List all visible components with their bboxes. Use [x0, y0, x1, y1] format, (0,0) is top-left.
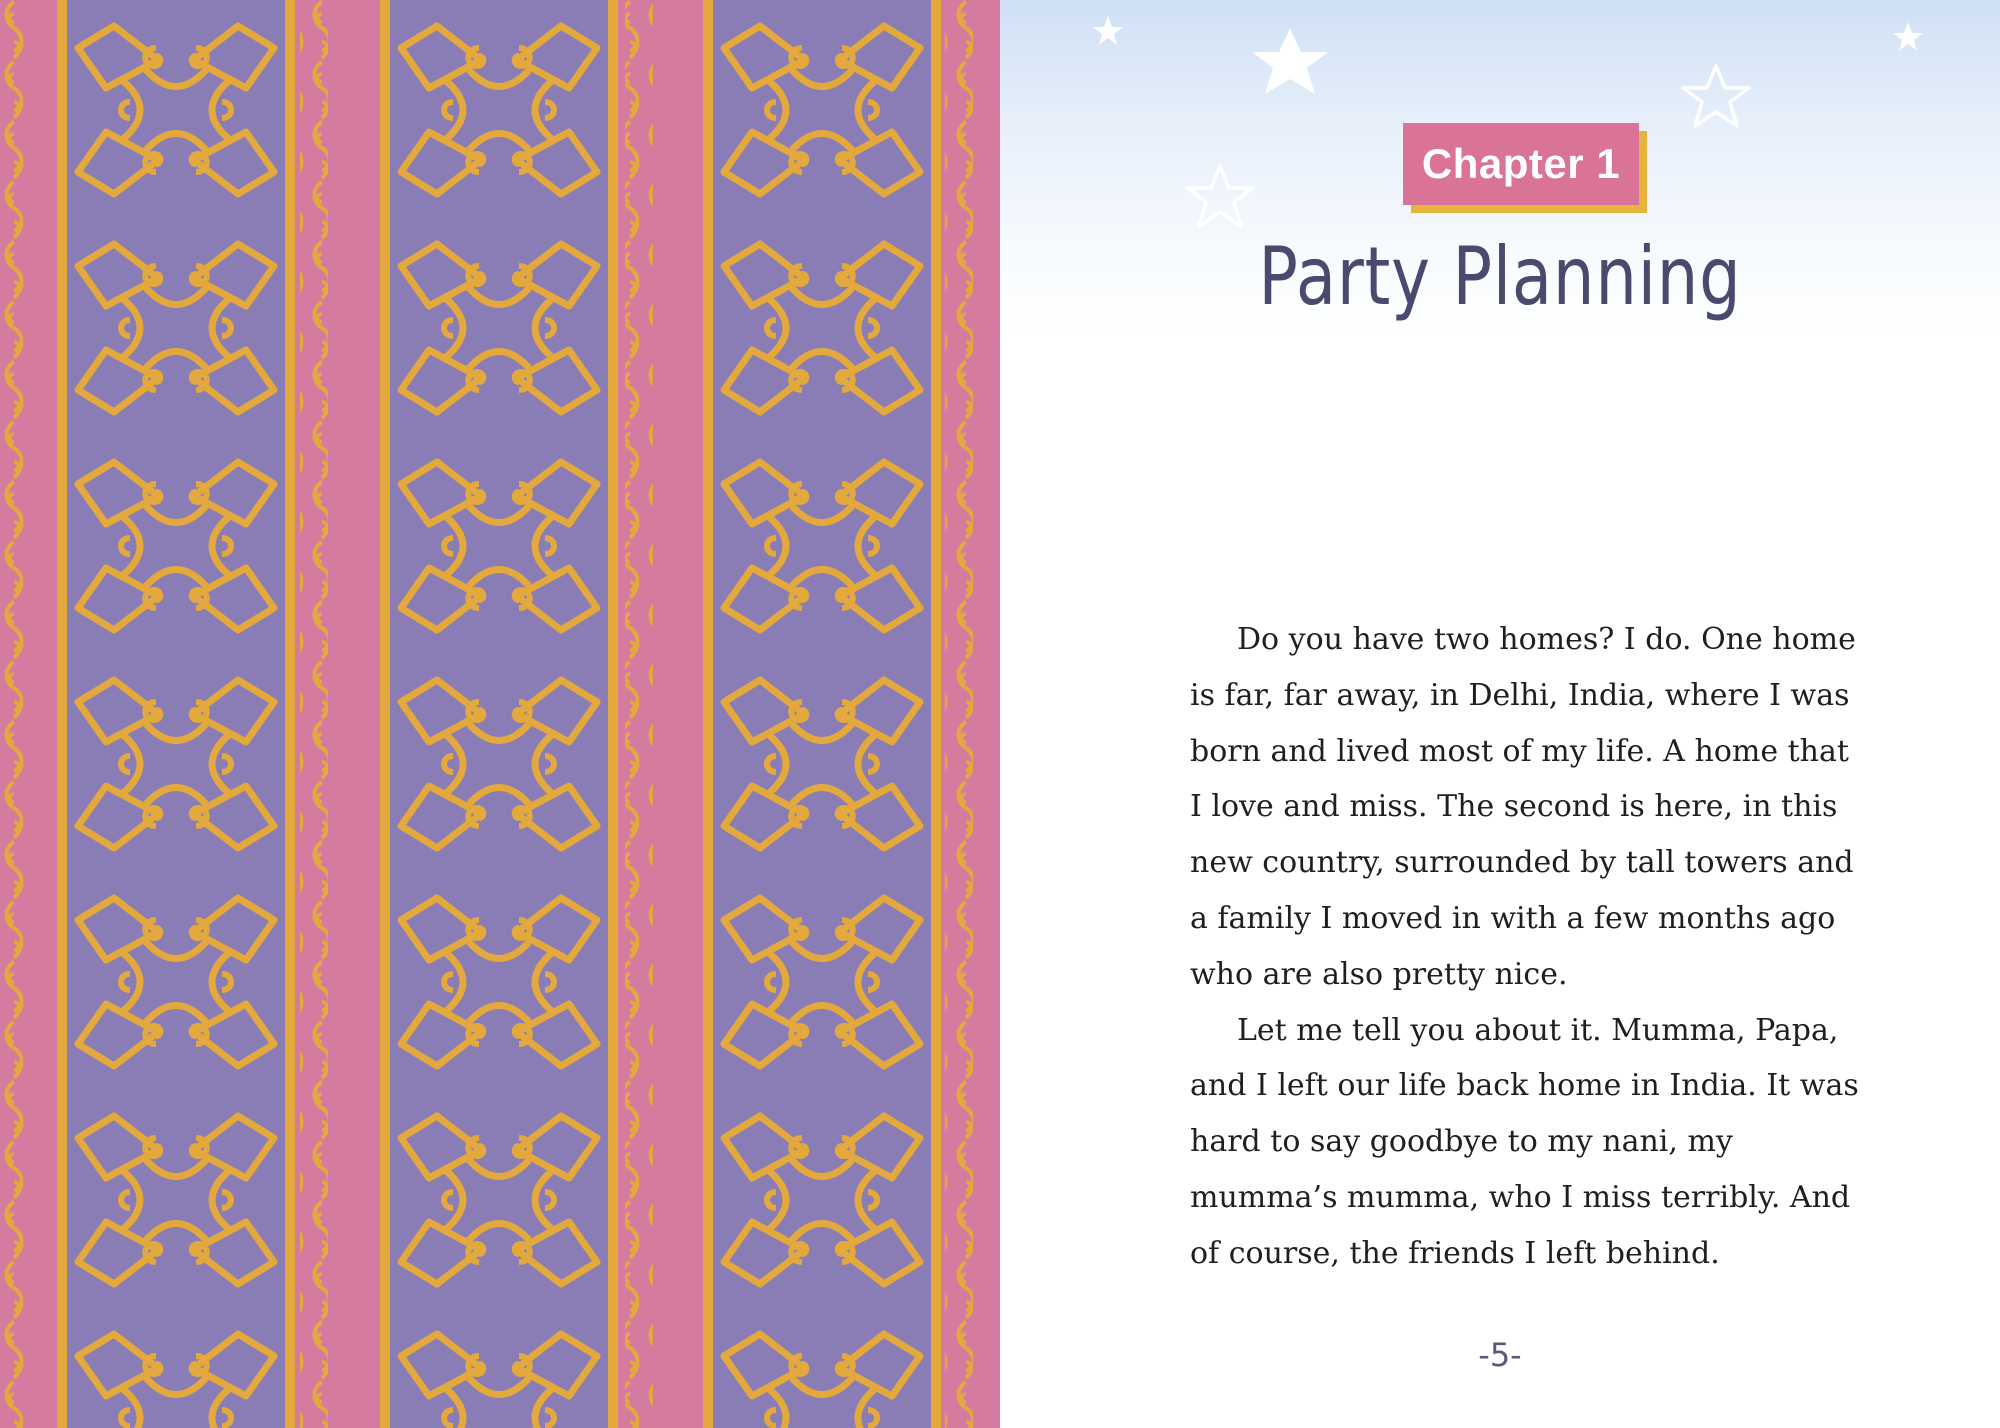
paragraph: Let me tell you about it. Mumma, Papa, and I left our life back home in India. It was hard to say goodbye to my nani, my mumma’s mumma, who I miss terribly. And of course, the friends I left behind. — [1190, 1012, 1859, 1271]
purple-band — [390, 0, 608, 1428]
paragraph: Do you have two homes? I do. One home is far, far away, in Delhi, India, where I was born and lived most of my life. A home that I love and miss. The second is here, in this new country, surrounded by tall towers and a family I moved in with a few months ago who are also pretty nice. — [1190, 622, 1856, 992]
star-icon — [1893, 22, 1923, 51]
chapter-label-badge — [1403, 123, 1647, 205]
gold-border — [703, 0, 713, 1428]
vine-stripe — [945, 0, 973, 1428]
star-icon — [1252, 28, 1328, 94]
star-outline-icon — [1683, 66, 1749, 126]
body-text — [1190, 612, 1870, 1282]
page-number: -5- — [1478, 1336, 1522, 1374]
vine-stripe — [625, 0, 653, 1428]
chapter-label: Chapter 1 — [1403, 123, 1639, 205]
gold-border — [931, 0, 941, 1428]
purple-band — [713, 0, 931, 1428]
star-outline-icon — [1187, 166, 1253, 226]
vine-stripe — [300, 0, 328, 1428]
vine-stripe — [0, 0, 28, 1428]
text-page — [1000, 0, 2000, 1428]
gold-border — [608, 0, 618, 1428]
gold-border — [285, 0, 295, 1428]
gold-border — [380, 0, 390, 1428]
star-icon — [1093, 16, 1123, 45]
purple-band — [67, 0, 285, 1428]
chapter-title: Party Planning — [1258, 230, 1742, 323]
gold-border — [57, 0, 67, 1428]
